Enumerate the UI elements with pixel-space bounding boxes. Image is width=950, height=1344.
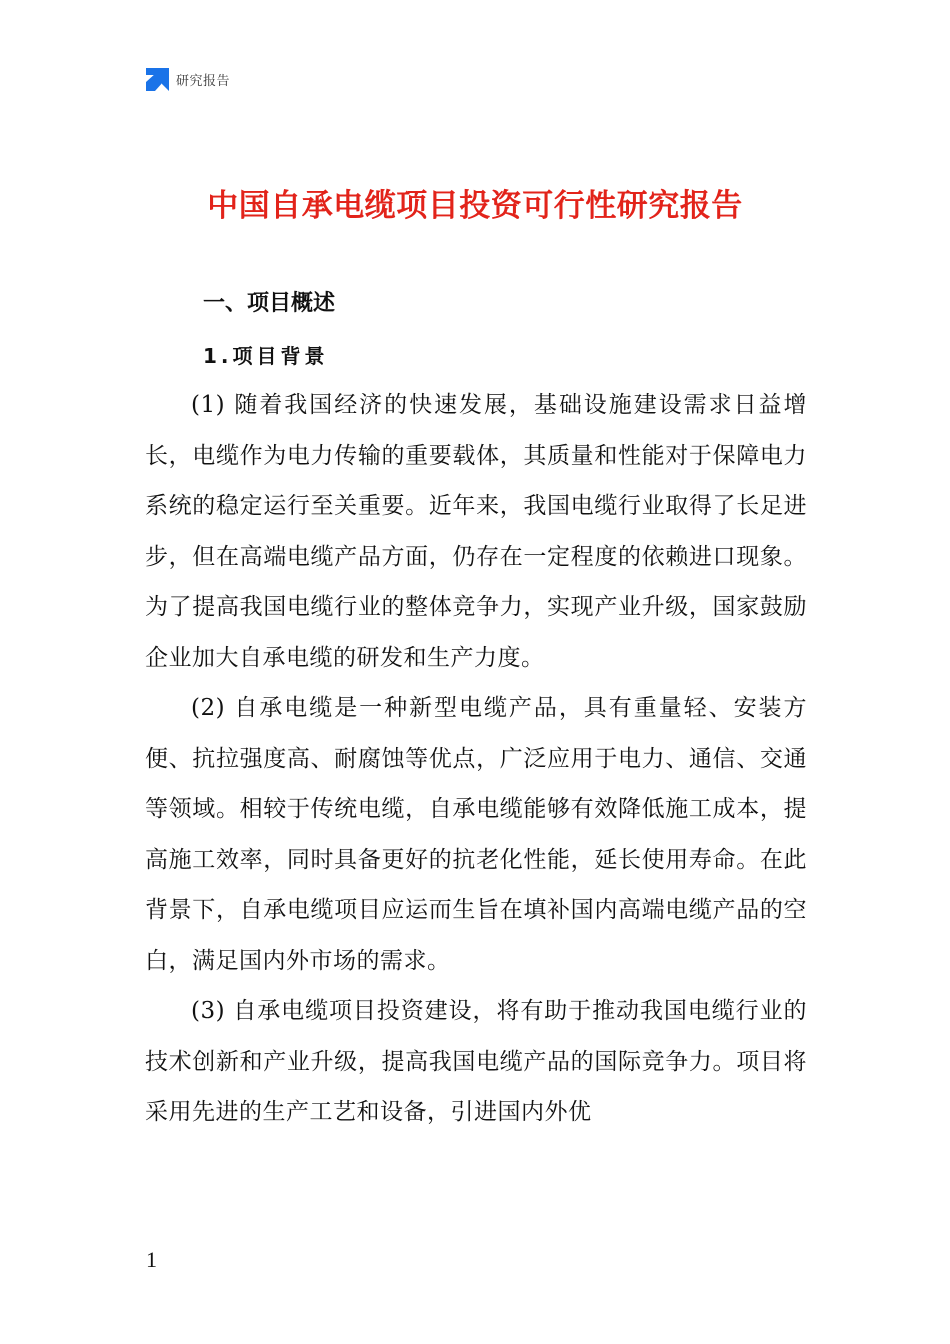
paragraph-2: (2) 自承电缆是一种新型电缆产品，具有重量轻、安装方便、抗拉强度高、耐腐蚀等优点，广泛应用于电力、通信、交通等领域。相较于传统电缆，自承电缆能够有效降低施工成本，提高施工效率，同时具备更好的抗老化性能，延长使用寿命。在此背景下，自承电缆项目应运而生旨在填补国内高端电缆产品的空白，满足国内外市场的需求。 <box>145 695 807 974</box>
section-heading: 一、项目概述 <box>203 291 336 316</box>
sub-heading: 1.项目背景 <box>203 344 329 368</box>
page-header <box>146 68 230 91</box>
body-text <box>145 380 807 1138</box>
header-label: 研究报告 <box>176 74 231 89</box>
page-number: 1 <box>146 1247 157 1272</box>
paragraph-3: (3) 自承电缆项目投资建设，将有助于推动我国电缆行业的技术创新和产业升级，提高我国电缆产品的国际竞争力。项目将采用先进的生产工艺和设备，引进国内外优 <box>145 998 807 1125</box>
arrow-up-right-icon <box>146 68 169 91</box>
paragraph-1: (1) 随着我国经济的快速发展，基础设施建设需求日益增长，电缆作为电力传输的重要载体，其质量和性能对于保障电力系统的稳定运行至关重要。近年来，我国电缆行业取得了长足进步，但在高端电缆产品方面，仍存在一定程度的依赖进口现象。为了提高我国电缆行业的整体竞争力，实现产业升级，国家鼓励企业加大自承电缆的研发和生产力度。 <box>145 392 807 671</box>
document-title: 中国自承电缆项目投资可行性研究报告 <box>207 188 743 224</box>
